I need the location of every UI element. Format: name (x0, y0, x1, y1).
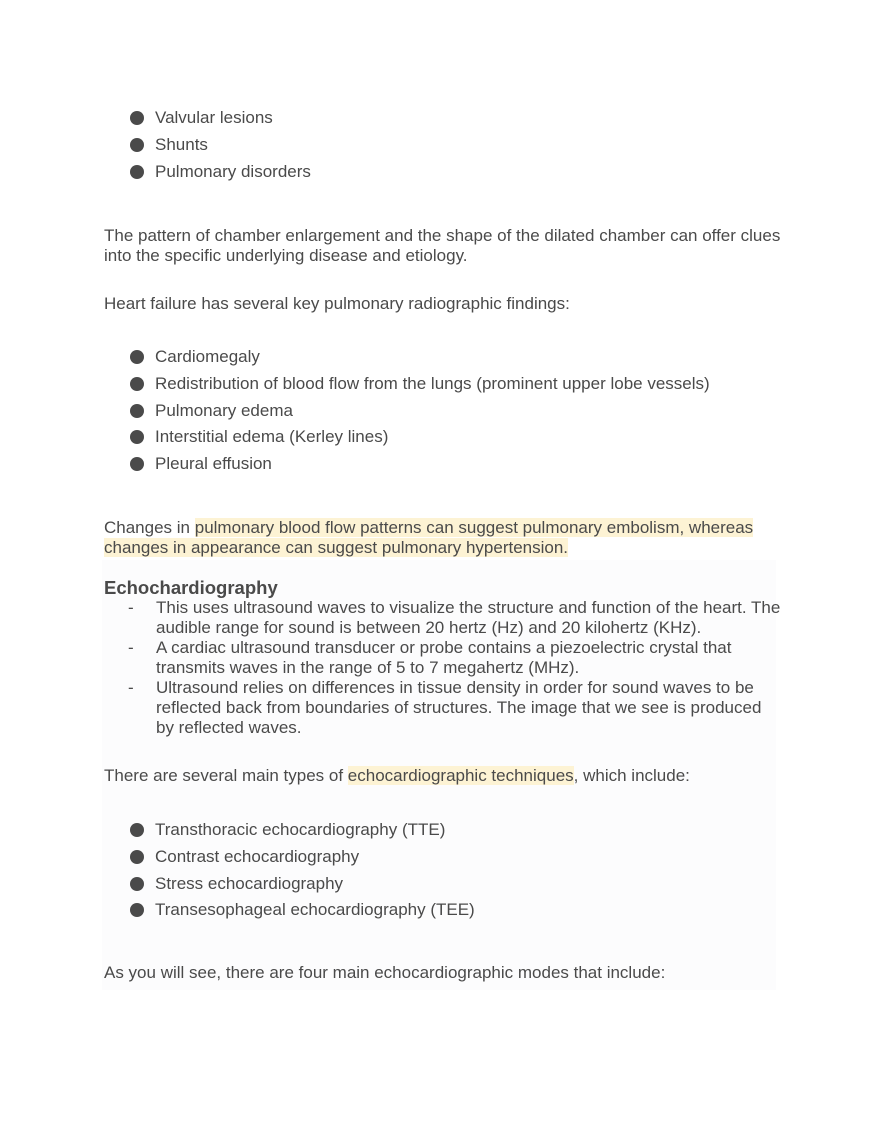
paragraph-heart-failure: Heart failure has several key pulmonary radiographic findings: (104, 294, 570, 313)
paragraph-modes: As you will see, there are four main echocardiographic modes that include: (104, 963, 666, 982)
bullet-list-techniques (130, 817, 475, 924)
list-item (130, 424, 710, 451)
paragraph-blood-flow (104, 518, 784, 558)
bullet-list-findings (130, 344, 710, 477)
dash-list-item (104, 598, 784, 638)
highlighted-text: pulmonary blood flow patterns can suggest pulmonary embolism, whereas changes in appearance can suggest pulmonary hypertension. (104, 518, 754, 557)
list-item-text: Pleural effusion (155, 454, 272, 474)
list-item-text: Interstitial edema (Kerley lines) (155, 427, 389, 447)
paragraph-prefix: There are several main types of (104, 766, 348, 785)
list-item (130, 132, 311, 159)
bullet-icon (130, 165, 144, 179)
dash-list-item (104, 638, 784, 678)
list-item (130, 105, 311, 132)
bullet-icon (130, 111, 144, 125)
bullet-icon (130, 138, 144, 152)
dash-list (104, 598, 784, 738)
list-item-text: Redistribution of blood flow from the lungs (prominent upper lobe vessels) (155, 374, 710, 394)
highlighted-text: echocardiographic techniques (347, 766, 574, 785)
paragraph-chamber-enlargement: The pattern of chamber enlargement and the shape of the dilated chamber can offer clues into the specific underlying disease and etiology. (104, 226, 781, 265)
list-item (130, 817, 475, 844)
list-item-text: Shunts (155, 135, 208, 155)
bullet-icon (130, 903, 144, 917)
list-item-text: Contrast echocardiography (155, 847, 360, 867)
paragraph-suffix: , which include: (573, 766, 690, 785)
list-item (130, 844, 475, 871)
list-item-text: Pulmonary disorders (155, 161, 311, 181)
bullet-list-conditions (130, 105, 311, 185)
dash-marker: - (128, 598, 134, 617)
list-item-text: Valvular lesions (155, 108, 273, 128)
dash-item-text: This uses ultrasound waves to visualize the structure and function of the heart. The audible range for sound is between 20 hertz (Hz) and 20 kilohertz (KHz). (156, 598, 781, 637)
paragraph-prefix: Changes in (104, 518, 195, 537)
section-heading: Echochardiography (104, 577, 278, 598)
bullet-icon (130, 457, 144, 471)
list-item (130, 451, 710, 478)
bullet-icon (130, 377, 144, 391)
dash-marker: - (128, 638, 134, 657)
dash-list-item (104, 678, 784, 738)
list-item (130, 158, 311, 185)
bullet-icon (130, 850, 144, 864)
dash-marker: - (128, 678, 134, 697)
dash-item-text: A cardiac ultrasound transducer or probe contains a piezoelectric crystal that transmits waves in the range of 5 to 7 megahertz (MHz). (156, 638, 732, 677)
list-item (130, 344, 710, 371)
list-item-text: Cardiomegaly (155, 347, 260, 367)
list-item-text: Transthoracic echocardiography (TTE) (155, 820, 446, 840)
bullet-icon (130, 404, 144, 418)
list-item (130, 870, 475, 897)
list-item-text: Pulmonary edema (155, 400, 293, 420)
bullet-icon (130, 823, 144, 837)
list-item (130, 897, 475, 924)
list-item-text: Stress echocardiography (155, 873, 344, 893)
dash-item-text: Ultrasound relies on differences in tissue density in order for sound waves to be reflected back from boundaries of structures. The image that we see is produced by reflected waves. (156, 678, 762, 737)
paragraph-techniques (104, 766, 784, 786)
bullet-icon (130, 877, 144, 891)
bullet-icon (130, 430, 144, 444)
list-item-text: Transesophageal echocardiography (TEE) (155, 900, 475, 920)
list-item (130, 397, 710, 424)
list-item (130, 371, 710, 398)
bullet-icon (130, 350, 144, 364)
